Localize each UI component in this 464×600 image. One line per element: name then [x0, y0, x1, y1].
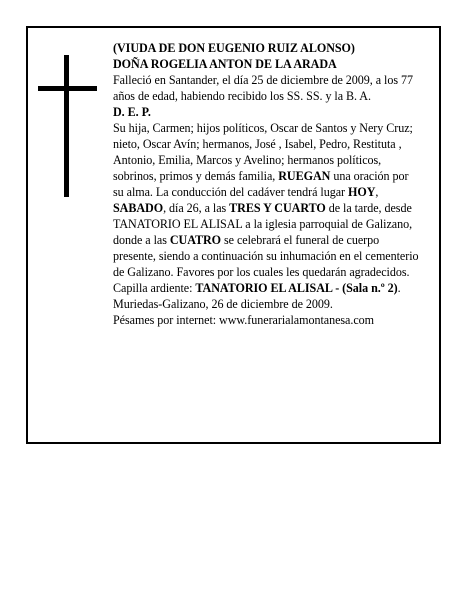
place-date: Muriedas-Galizano, 26 de diciembre de 2009.	[113, 297, 333, 311]
cross-icon-horizontal-bar	[38, 86, 97, 91]
family-text: Su hija, Carmen; hijos políticos, Oscar de Santos y Nery Cruz; nieto, Oscar Avín; hermanos, José , Isabel, Pedro, Restituta , Antonio, Emilia, Marcos y Avelino; hermanos políticos, sobrinos, primos y demás familia,	[113, 121, 413, 183]
period-text: .	[397, 281, 401, 295]
obituary-text	[113, 40, 421, 328]
funeral-text: se celebrará el funeral de cuerpo presente, siendo a continuación su inhumación en el cementerio de Galizano. Favores por los cuales les quedarán agradecidos. Capilla ardiente:	[113, 233, 419, 295]
dep-line: D. E. P.	[113, 105, 151, 119]
death-paragraph: Falleció en Santander, el día 25 de diciembre de 2009, a los 77 años de edad, habiendo recibido los SS. SS. y la B. A.	[113, 73, 413, 103]
cuatro-text: CUATRO	[169, 233, 222, 247]
sabado-text: SABADO	[113, 201, 164, 215]
condolences-line: Pésames por internet: www.funerarialamontanesa.com	[113, 313, 375, 327]
conduction-text: una oración por su alma. La conducción del cadáver tendrá lugar	[113, 169, 409, 199]
cross-icon-vertical-bar	[64, 55, 69, 197]
date-text: , día 26, a las	[163, 201, 230, 215]
family-paragraph	[113, 120, 421, 296]
hoy-text: HOY	[348, 185, 376, 199]
tanatorio-text: TANATORIO EL ALISAL - (Sala n.º 2)	[195, 281, 398, 295]
route-text: de la tarde, desde TANATORIO EL ALISAL a la iglesia parroquial de Galizano, donde a las	[113, 201, 413, 247]
tres-y-cuarto-text: TRES Y CUARTO	[229, 201, 326, 215]
separator-text: ,	[375, 185, 379, 199]
widow-line: (VIUDA DE DON EUGENIO RUIZ ALONSO)	[113, 41, 355, 55]
ruegan-text: RUEGAN	[278, 169, 331, 183]
deceased-name: DOÑA ROGELIA ANTON DE LA ARADA	[113, 57, 337, 71]
